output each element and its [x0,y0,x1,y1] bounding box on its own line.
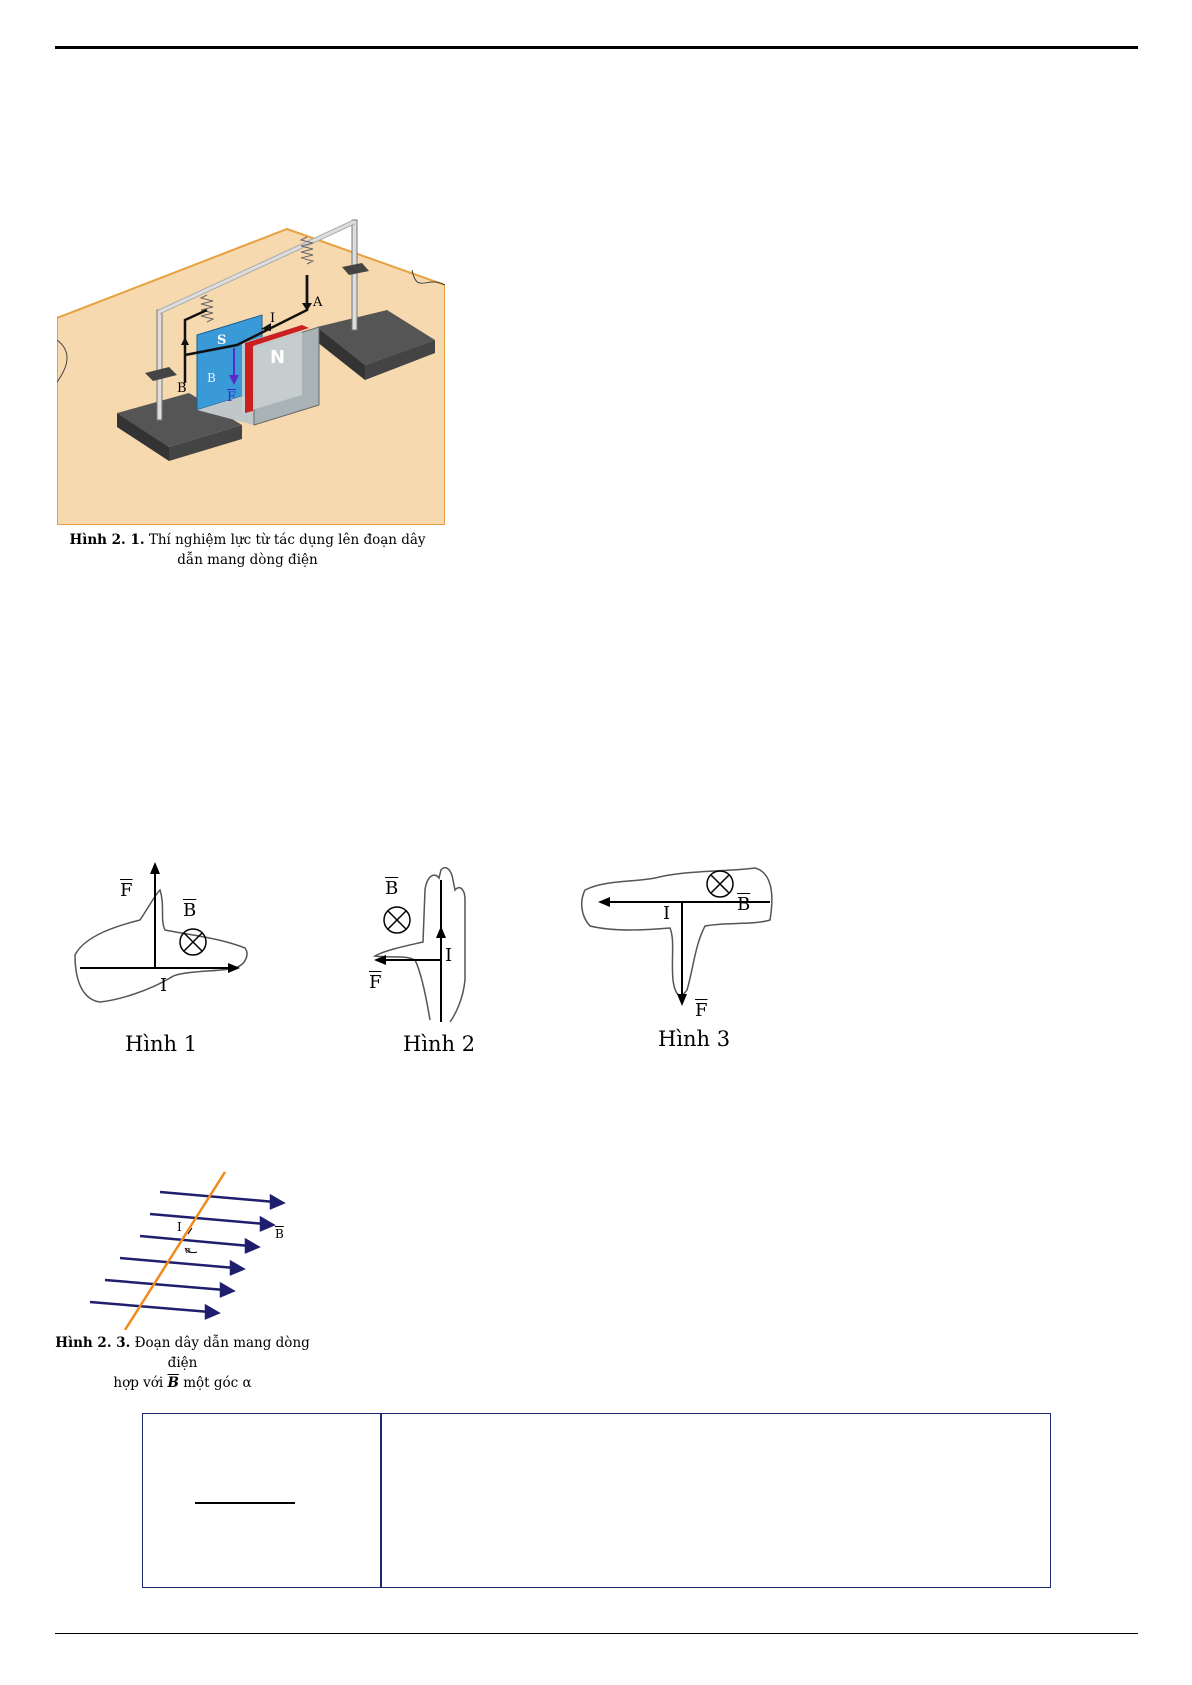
left-hand-rule-illustration-2 [355,860,505,1025]
figure-angle [85,1170,315,1330]
summary-table-divider [380,1413,382,1588]
label-s: S [217,333,227,348]
label-current: I [270,311,276,326]
caption-line-2-c: một góc α [183,1375,252,1391]
summary-table [142,1413,1051,1588]
hand3-current-label: I [663,903,671,924]
figure-2-1-caption [50,530,445,570]
experiment-illustration [57,215,445,525]
hand3-caption: Hình 3 [658,1027,731,1051]
fig3-field-label: $\overline{B}$ [275,1227,284,1241]
hand3-field-label: $\overline{B}$ [737,894,751,915]
hand2-force-label: $\overline{F}$ [369,972,382,993]
hand1-force-label: $\overline{F}$ [120,880,133,901]
caption-number: Hình 2. 1. [69,532,145,548]
hand2-current-label: I [445,945,453,966]
header-rule [55,46,1138,49]
left-hand-rule-illustration-3 [575,860,785,1020]
label-force-vector: $\overline{F}$ [227,390,237,405]
summary-table-blank-line [195,1502,295,1504]
left-hand-rule-illustration-1 [60,860,255,1020]
caption-line-2-a: hợp với [113,1375,164,1391]
caption-text: Đoạn dây dẫn mang dòng điện [134,1335,310,1371]
label-point-a: A [313,295,323,310]
label-point-b: B [177,381,187,396]
footer-rule [55,1633,1138,1634]
figure-2-3-caption [50,1333,315,1393]
hand2-field-label: $\overline{B}$ [385,878,399,899]
hand-figure-3 [575,860,785,1060]
hand1-current-label: I [160,975,168,996]
label-field-vector: B [207,371,216,385]
fig3-angle-label: α [185,1246,192,1256]
hand-figure-1 [60,860,255,1060]
fig3-current-label: I [177,1220,182,1234]
hand1-field-label: $\overline{B}$ [183,900,197,921]
caption-text: Thí nghiệm lực từ tác dụng lên đoạn dây [148,532,426,548]
caption-vector-b: $\overline{B}$ [167,1375,179,1391]
caption-line-2: dẫn mang dòng điện [177,552,318,568]
hand1-caption: Hình 1 [125,1032,198,1056]
hand-figure-2 [355,860,505,1060]
wire-field-angle-diagram [85,1170,315,1330]
hand3-force-label: $\overline{F}$ [695,1000,708,1021]
caption-number: Hình 2. 3. [55,1335,131,1351]
figure-experiment [57,215,445,525]
label-n: N [270,347,286,368]
hand2-caption: Hình 2 [403,1032,476,1056]
